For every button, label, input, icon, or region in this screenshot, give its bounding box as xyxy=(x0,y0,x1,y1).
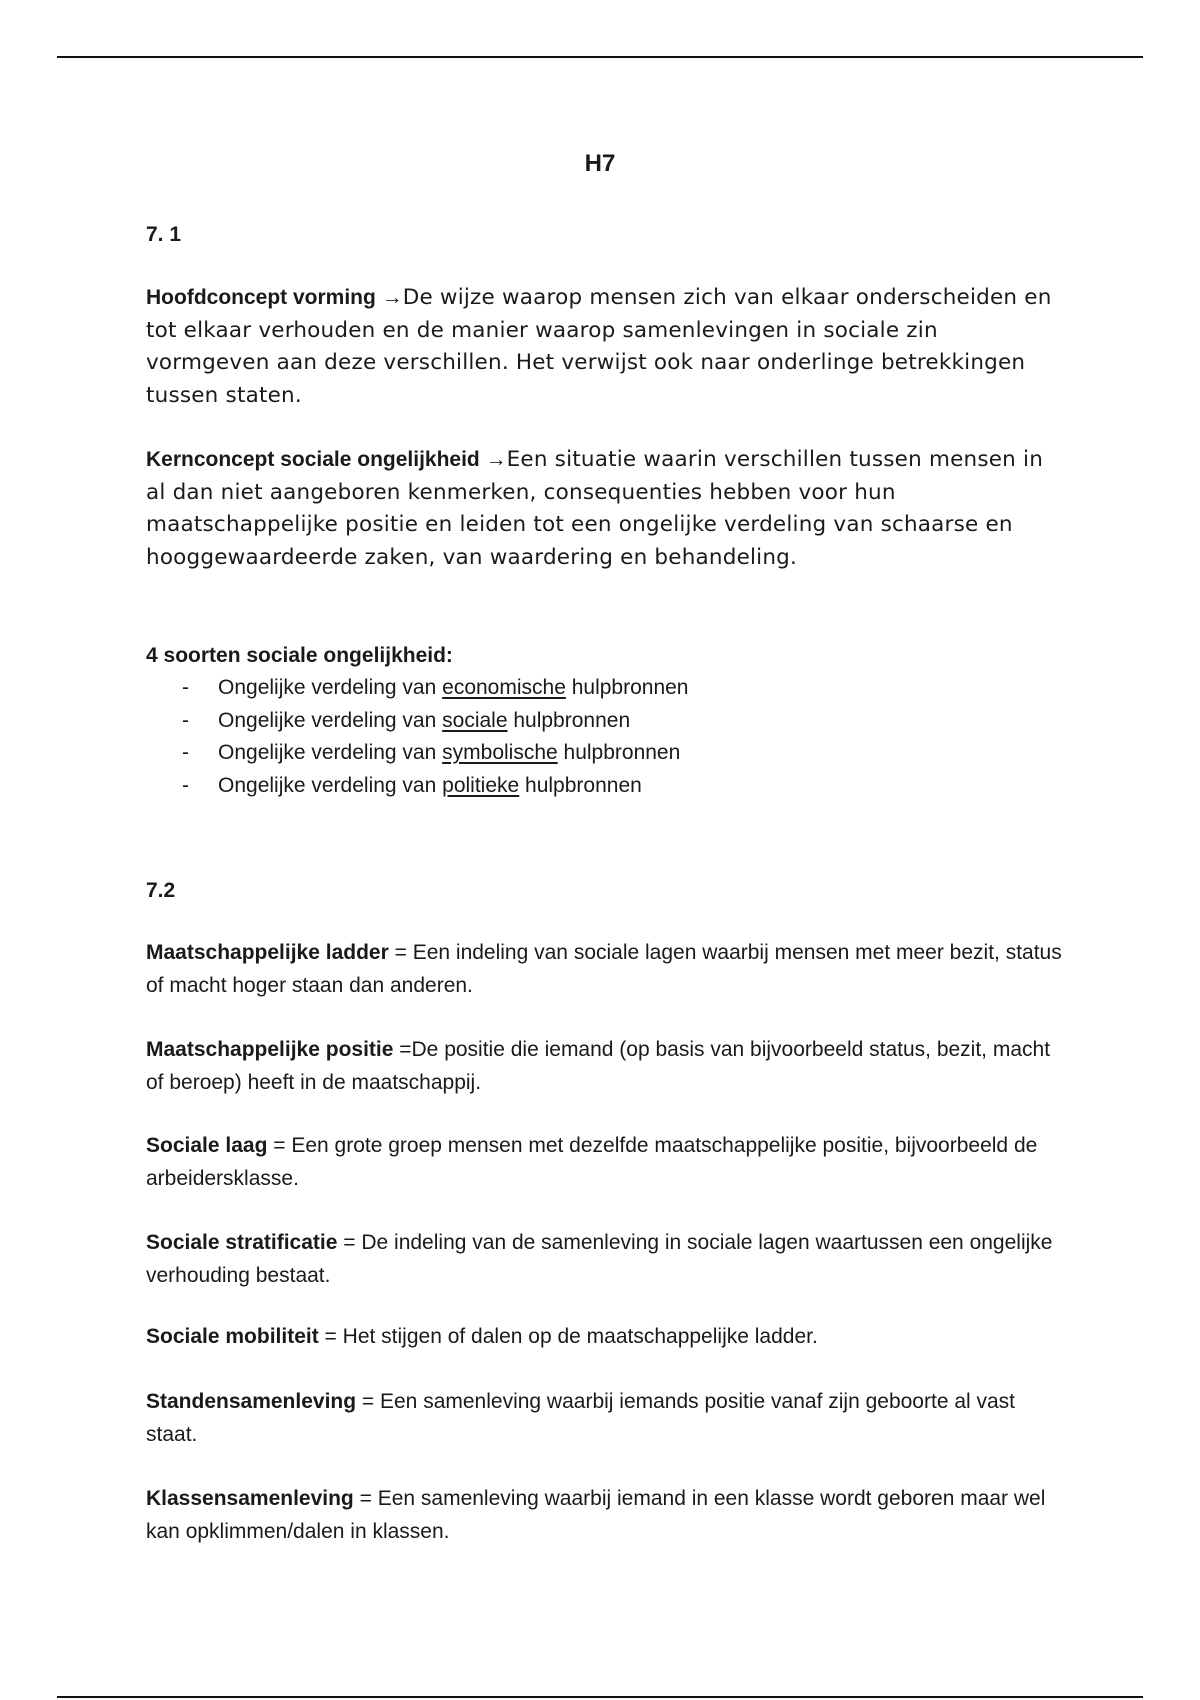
list-heading: 4 soorten sociale ongelijkheid: xyxy=(146,644,453,667)
list-dash: - xyxy=(182,708,189,732)
list-item-keyword: sociale xyxy=(442,708,508,732)
inequality-list xyxy=(146,672,688,802)
list-dash: - xyxy=(182,676,189,699)
list-item-text: Ongelijke verdeling van xyxy=(218,676,443,699)
definition-text: = De indeling van de samenleving in sociale lagen waartussen een ongelijke verhouding bestaat. xyxy=(146,1231,1053,1287)
list-item-text: hulpbronnen xyxy=(557,741,681,764)
definition-term: Klassensamenleving xyxy=(146,1487,354,1510)
definition-item xyxy=(146,1386,1066,1451)
page-title: H7 xyxy=(584,150,616,177)
definition-term: Sociale mobiliteit xyxy=(146,1325,319,1348)
definition-term: Sociale laag xyxy=(146,1134,268,1157)
section-heading-7-2 xyxy=(146,878,1066,904)
list-item-text: Ongelijke verdeling van xyxy=(218,708,443,732)
definition-text: = Een samenleving waarbij iemands positie vanaf zijn geboorte al vast staat. xyxy=(146,1390,1016,1446)
definition-item xyxy=(146,1227,1066,1292)
definition-item xyxy=(146,1034,1066,1099)
section-heading-label: 7. 1 xyxy=(146,223,182,246)
definition-term: Kernconcept sociale ongelijkheid xyxy=(146,448,480,471)
list-item-text: hulpbronnen xyxy=(519,773,642,797)
definition-item xyxy=(146,1321,1066,1354)
definition-text: = Een grote groep mensen met dezelfde maatschappelijke positie, bijvoorbeeld de arbeidersklasse. xyxy=(146,1134,1038,1190)
definition-text: = Het stijgen of dalen op de maatschappelijke ladder. xyxy=(318,1325,818,1348)
list-dash: - xyxy=(182,773,189,797)
list-item xyxy=(146,672,688,705)
section-heading-7-1 xyxy=(146,222,1066,248)
arrow: → xyxy=(479,448,507,471)
definition-text: = Een indeling van sociale lagen waarbij mensen met meer bezit, status of macht hoger staan dan anderen. xyxy=(146,941,1062,997)
definition-term: Maatschappelijke positie xyxy=(146,1038,394,1061)
section-heading-label: 7.2 xyxy=(146,879,176,902)
list-item xyxy=(146,770,688,803)
top-rule xyxy=(57,56,1143,58)
definition-text: Een situatie waarin verschillen tussen mensen in al dan niet aangeboren kenmerken, consequenties hebben voor hun maatschappelijke positie en leiden tot een ongelijke verdeling van schaarse en hooggewaardeerde zaken, van waardering en behandeling. xyxy=(146,447,1044,570)
definition-kernconcept xyxy=(146,444,1066,574)
definition-item xyxy=(146,937,1066,1002)
definition-hoofdconcept xyxy=(146,282,1066,412)
list-item-keyword: symbolische xyxy=(442,741,558,764)
list-item-keyword: economische xyxy=(442,676,566,699)
definition-term: Sociale stratificatie xyxy=(146,1231,338,1254)
definition-term: Maatschappelijke ladder xyxy=(146,941,389,964)
arrow: → xyxy=(375,286,403,309)
definition-item xyxy=(146,1483,1066,1548)
definition-text: =De positie die iemand (op basis van bijvoorbeeld status, bezit, macht of beroep) heeft in de maatschappij. xyxy=(146,1038,1051,1094)
list-item-text: Ongelijke verdeling van xyxy=(218,773,443,797)
list-item-text: Ongelijke verdeling van xyxy=(218,741,443,764)
definition-term: Standensamenleving xyxy=(146,1390,357,1413)
list-item-text: hulpbronnen xyxy=(507,708,631,732)
definition-text: De wijze waarop mensen zich van elkaar onderscheiden en tot elkaar verhouden en de manier waarop samenlevingen in sociale zin vormgeven aan deze verschillen. Het verwijst ook naar onderlinge betrekkingen tussen staten. xyxy=(146,285,1052,408)
list-item xyxy=(146,705,688,738)
definition-item xyxy=(146,1130,1066,1195)
bottom-rule xyxy=(57,1696,1143,1698)
list-item-keyword: politieke xyxy=(442,773,520,797)
list-item-text: hulpbronnen xyxy=(565,676,689,699)
definition-text: = Een samenleving waarbij iemand in een klasse wordt geboren maar wel kan opklimmen/dalen in klassen. xyxy=(146,1487,1046,1543)
definition-term: Hoofdconcept vorming xyxy=(146,286,376,309)
list-dash: - xyxy=(182,741,189,764)
list-item xyxy=(146,737,688,770)
